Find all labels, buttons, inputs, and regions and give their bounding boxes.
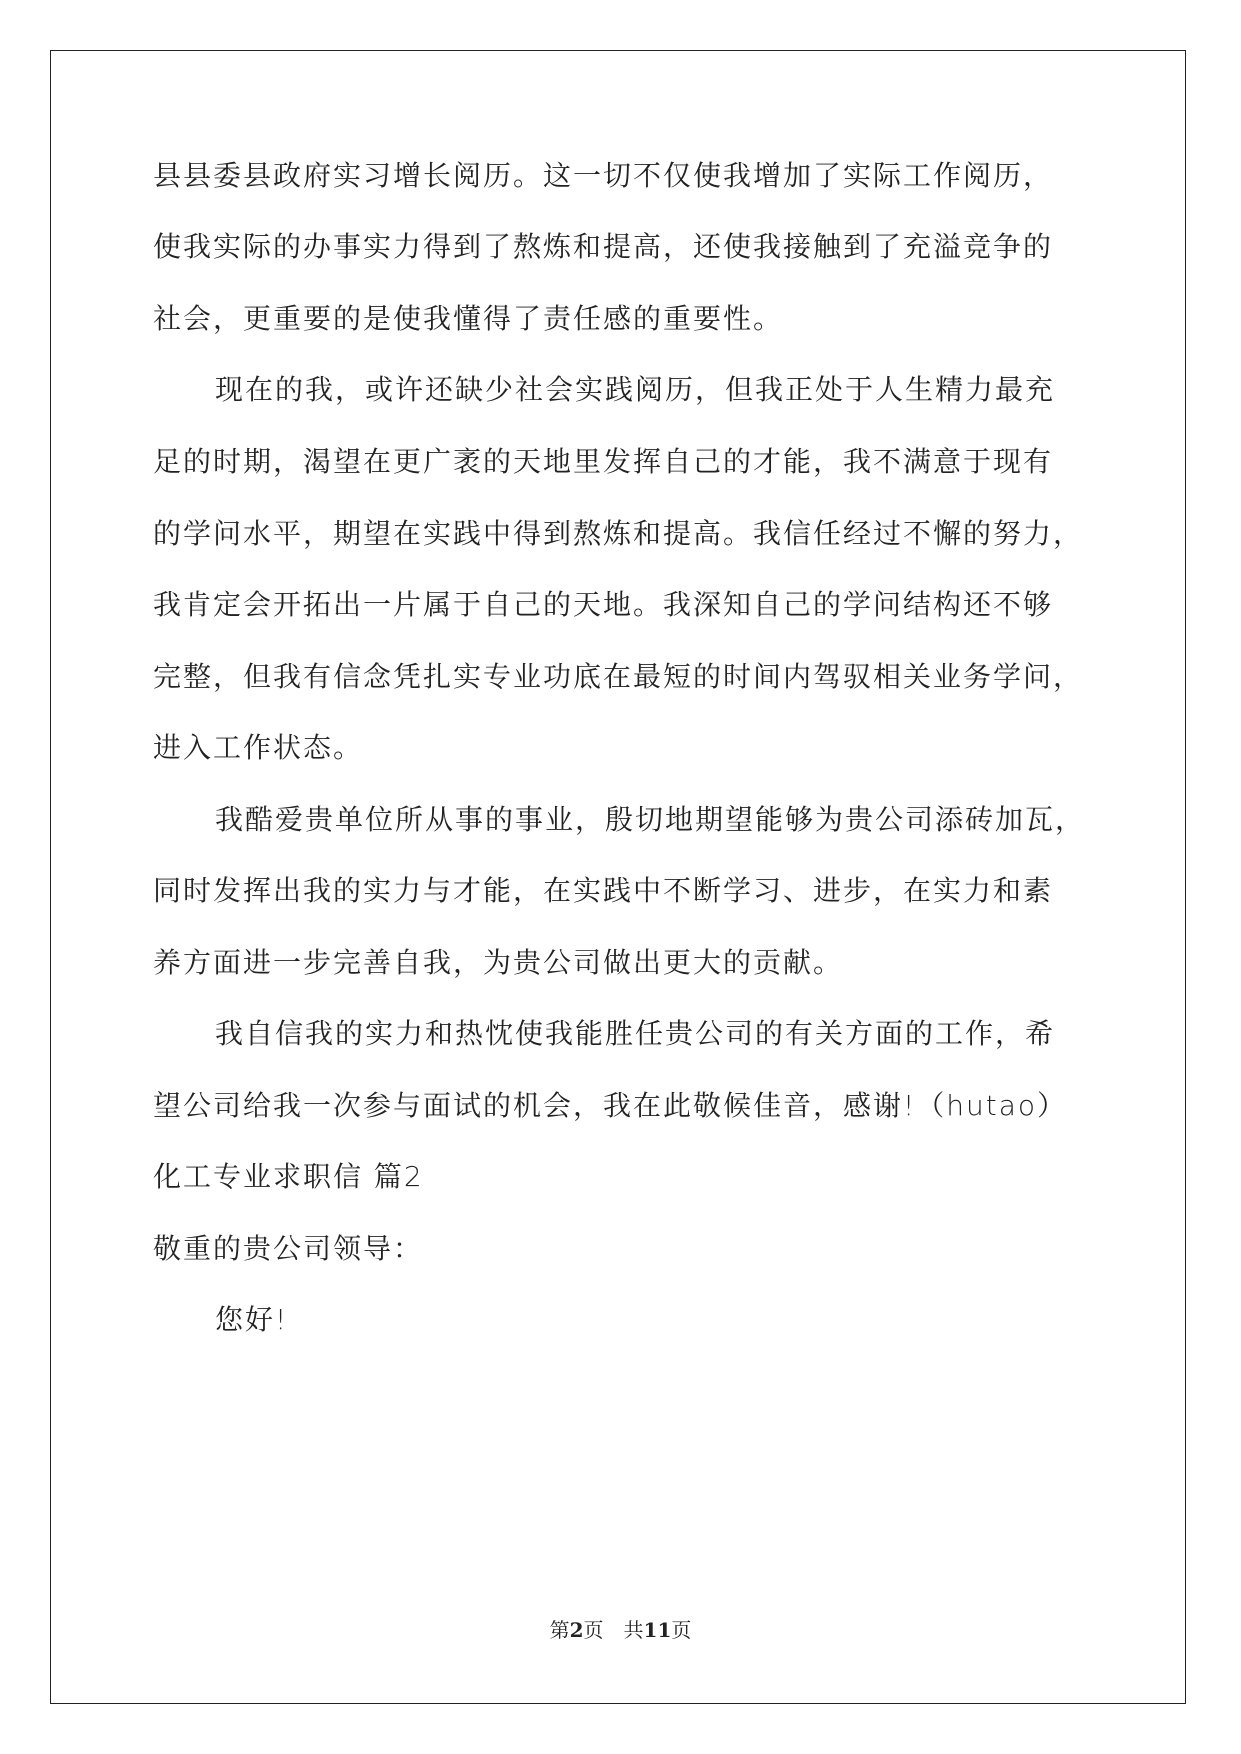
salutation: 敬重的贵公司领导： [153, 1232, 424, 1265]
text-line-10: 我酷爱贵单位所从事的事业，殷切地期望能够为贵公司添砖加瓦， [215, 803, 1086, 836]
footer-prefix: 第 [549, 1618, 570, 1642]
text-line-4: 现在的我，或许还缺少社会实践阅历，但我正处于人生精力最充 [215, 373, 1056, 406]
text-line-11: 同时发挥出我的实力与才能，在实践中不断学习、进步，在实力和素 [153, 874, 1054, 907]
text-line-12: 养方面进一步完善自我，为贵公司做出更大的贡献。 [153, 946, 844, 979]
footer-total-pages: 11 [643, 1618, 672, 1642]
text-line-1: 县县委县政府实习增长阅历。这一切不仅使我增加了实际工作阅历， [153, 159, 1054, 192]
text-line-6: 的学问水平，期望在实践中得到熬炼和提高。我信任经过不懈的努力， [153, 517, 1084, 550]
text-line-7: 我肯定会开拓出一片属于自己的天地。我深知自己的学问结构还不够 [153, 588, 1054, 621]
text-line-8: 完整，但我有信念凭扎实专业功底在最短的时间内驾驭相关业务学问， [153, 660, 1084, 693]
text-line-2: 使我实际的办事实力得到了熬炼和提高，还使我接触到了充溢竞争的 [153, 230, 1054, 263]
section-heading: 化工专业求职信 篇2 [153, 1160, 424, 1193]
text-line-3: 社会，更重要的是使我懂得了责任感的重要性。 [153, 302, 784, 335]
footer-mid: 页 共 [583, 1618, 644, 1642]
text-line-5: 足的时期，渴望在更广袤的天地里发挥自己的才能，我不满意于现有 [153, 445, 1054, 478]
page-footer [0, 1617, 1241, 1643]
text-line-13: 我自信我的实力和热忱使我能胜任贵公司的有关方面的工作，希 [215, 1017, 1056, 1050]
greeting: 您好! [215, 1303, 289, 1336]
footer-page-number: 2 [569, 1618, 584, 1642]
footer-suffix: 页 [671, 1618, 692, 1642]
text-line-14: 望公司给我一次参与面试的机会，我在此敬候佳音，感谢!（hutao） [153, 1089, 1067, 1122]
text-line-9: 进入工作状态。 [153, 731, 364, 764]
